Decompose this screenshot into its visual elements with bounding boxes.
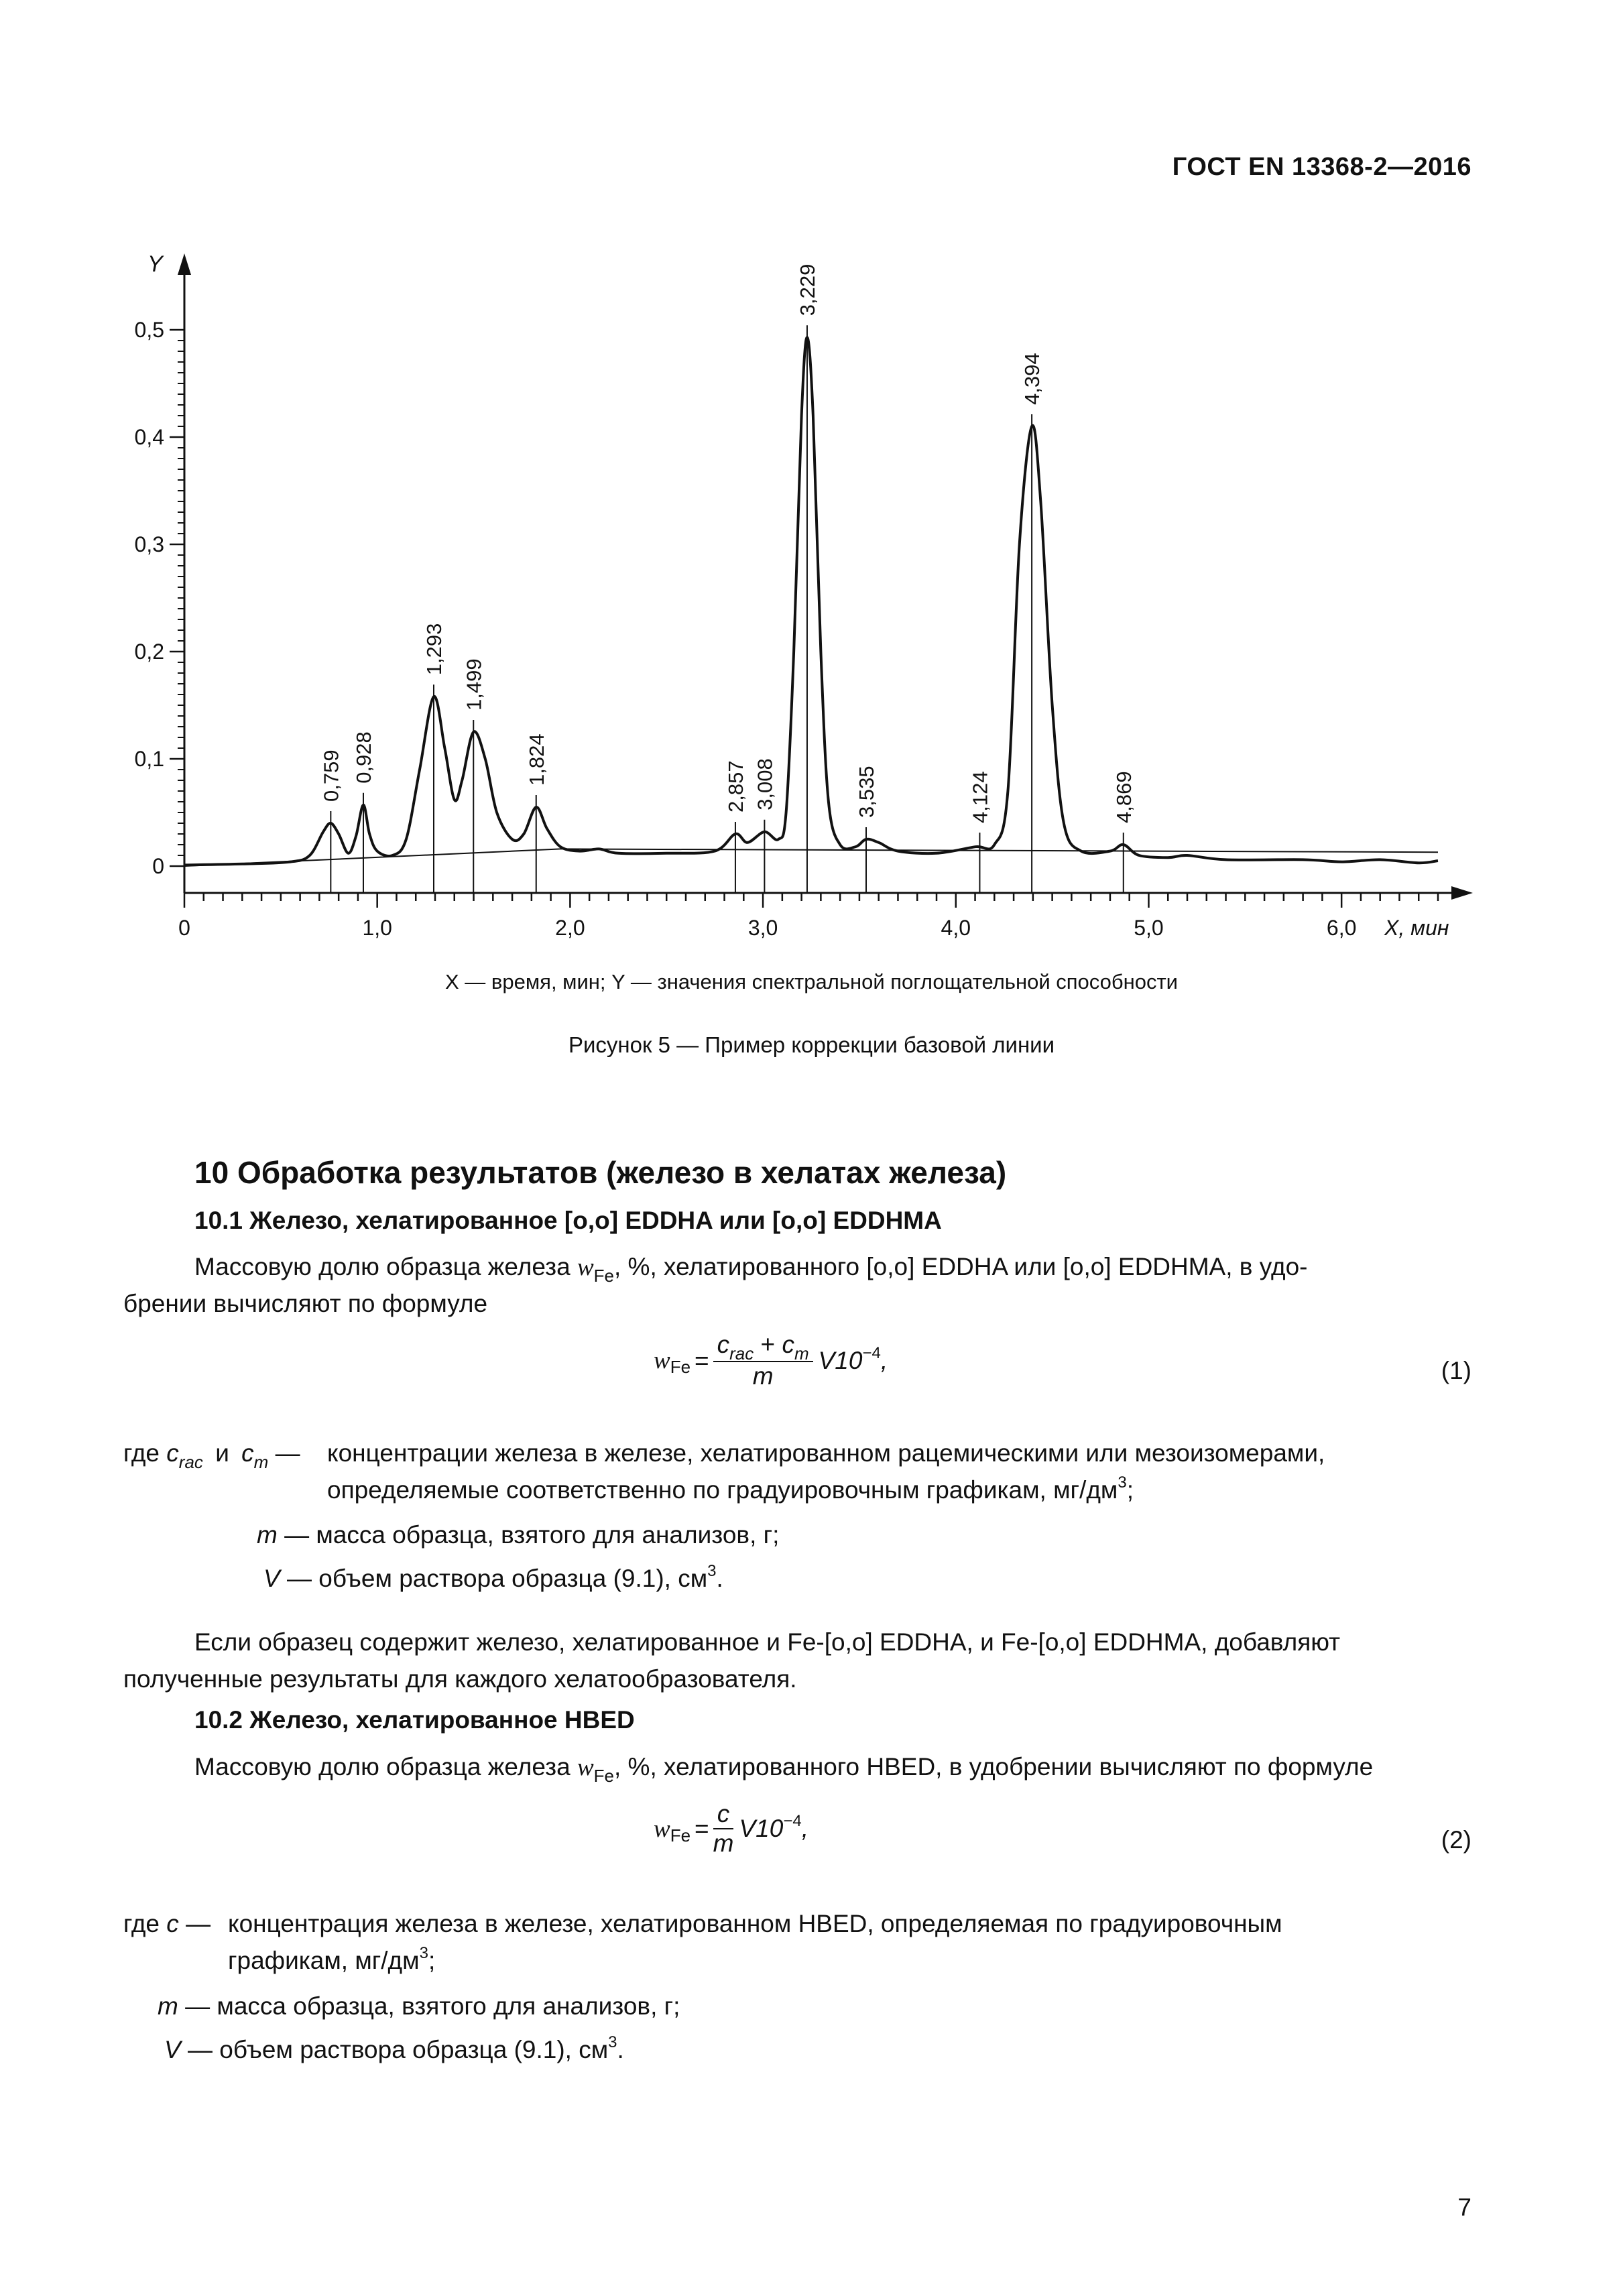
x-axis-arrow (1451, 886, 1473, 900)
peak-label: 1,293 (422, 623, 446, 676)
dash: — (187, 2036, 213, 2063)
def1-end: ; (1126, 1476, 1134, 1504)
where-word: где (123, 1910, 160, 1937)
def-c-line2: графикам, мг/дм (228, 1947, 420, 1974)
peak-label: 0,759 (319, 749, 343, 802)
def-m-text: масса образца, взятого для анализов, г; (316, 1521, 780, 1549)
sym-m: m (158, 1992, 178, 2020)
legend-text: X — время, мин; Y — значения спектральной поглощательной способности (445, 970, 1178, 993)
page-number: 7 (1457, 2193, 1471, 2221)
formula-1-fraction (713, 1331, 813, 1390)
peak-label: 0,928 (351, 731, 375, 784)
figure-caption: Рисунок 5 — Пример коррекции базовой линии (568, 1032, 1055, 1057)
para-text: Массовую долю образца железа (194, 1253, 570, 1280)
definition-c2-text2 (228, 1942, 435, 1982)
peak-label: 3,229 (795, 263, 819, 316)
definition-v (263, 1560, 723, 1600)
section-10-title: 10 Обработка результатов (железо в хелатах железа) (194, 1155, 1007, 1190)
para-text-rest: , %, хелатированного [o,o] EDDHA или [o,o] EDDHMA, в удо- (614, 1253, 1308, 1280)
y-tick-label: 0,4 (134, 425, 164, 449)
symbol-fe: Fe (593, 1266, 614, 1286)
num-m: m (794, 1343, 809, 1364)
formula-w: w (654, 1815, 670, 1843)
formula-exp: −4 (783, 1812, 802, 1830)
formula-comma: , (880, 1346, 888, 1374)
exp3: 3 (608, 2033, 617, 2051)
where-word: где (123, 1439, 160, 1467)
peak-label: 1,499 (462, 658, 486, 711)
y-tick-label: 0,1 (134, 747, 164, 771)
num-plus: + (754, 1331, 782, 1358)
x-tick-label: 0 (178, 916, 190, 940)
document-header: ГОСТ EN 13368-2—2016 (1172, 153, 1471, 181)
x-tick-label: 2,0 (555, 916, 585, 940)
section-10-1-title-text: 10.1 Железо, хелатированное [o,o] EDDHA или [o,o] EDDHMA (194, 1207, 942, 1234)
chart-legend (0, 970, 1623, 994)
def1-line2: определяемые соответственно по градуировочным графикам, мг/дм (327, 1476, 1118, 1504)
peak-label: 4,869 (1111, 771, 1136, 823)
para-start: Массовую долю образца железа (194, 1753, 570, 1780)
peak-label: 3,535 (854, 766, 878, 818)
y-tick-label: 0,2 (134, 640, 164, 664)
sym-c: c (166, 1910, 179, 1937)
dash: — (275, 1439, 300, 1467)
den-m: m (713, 1829, 734, 1857)
def-v-text: объем раствора образца (9.1), см (219, 2036, 609, 2063)
x-tick-label: 1,0 (362, 916, 392, 940)
y-axis-label: Y (147, 251, 163, 277)
section-10-2-title: 10.2 Железо, хелатированное HBED (194, 1706, 635, 1734)
def-c-end: ; (428, 1947, 436, 1974)
formula-tail: V10 (818, 1346, 863, 1374)
symbol-w: w (577, 1254, 594, 1281)
equation-number-1: (1) (1441, 1357, 1471, 1384)
peak-label: 1,824 (524, 733, 548, 786)
y-tick-label: 0,5 (134, 318, 164, 342)
formula-fe: Fe (670, 1825, 691, 1846)
definition-c-text2 (327, 1471, 1134, 1512)
definition-c: где $c_{rac}$ и $c_m$ — (123, 1439, 300, 1472)
section-10-1-title (194, 1207, 942, 1235)
num-rac: rac (729, 1343, 754, 1364)
section-10-1-after-line1: Если образец содержит железо, хелатированное и Fe-[o,o] EDDHA, и Fe-[o,o] EDDHMA, добавляют (194, 1628, 1341, 1656)
def-v-text: объем раствора образца (9.1), см (318, 1565, 708, 1592)
y-tick-label: 0,3 (134, 532, 164, 556)
dash: — (284, 1521, 310, 1549)
def-v-end: . (716, 1565, 723, 1592)
chromatogram-chart (0, 0, 1623, 965)
formula-2-fraction (713, 1800, 734, 1858)
num-c1: c (717, 1331, 730, 1358)
definition-c-text1: концентрации железа в железе, хелатированном рацемическими или мезоизомерами, (327, 1439, 1325, 1467)
sym-v: V (263, 1565, 280, 1592)
peak-label: 4,394 (1020, 353, 1044, 405)
symbol-fe: Fe (593, 1766, 614, 1786)
and-word: и (215, 1439, 229, 1467)
chromatogram-trace (184, 337, 1438, 865)
sym-m: m (257, 1521, 278, 1549)
baseline-line (560, 849, 1438, 852)
equation-number-2: (2) (1441, 1826, 1471, 1854)
section-10-1-paragraph (194, 1248, 1471, 1288)
def-m-text: масса образца, взятого для анализов, г; (217, 1992, 680, 2020)
y-axis-arrow (178, 253, 191, 275)
peak-label: 2,857 (723, 760, 747, 812)
def-v-end: . (617, 2036, 624, 2063)
para-rest: , %, хелатированного HBED, в удобрении вычисляют по формуле (614, 1753, 1374, 1780)
peak-label: 4,124 (968, 771, 992, 823)
num-c2: c (782, 1331, 794, 1358)
dash: — (286, 1565, 312, 1592)
x-axis-label: X, мин (1384, 916, 1449, 940)
definition-m2 (158, 1988, 680, 2025)
sym-v: V (164, 2036, 181, 2063)
x-tick-label: 4,0 (941, 916, 971, 940)
definition-c2-text1: концентрация железа в железе, хелатированном HBED, определяемая по градуировочным (228, 1910, 1282, 1937)
symbol-w: w (577, 1754, 594, 1781)
formula-exp: −4 (862, 1343, 881, 1362)
formula-comma: , (801, 1815, 808, 1842)
y-tick-label: 0 (152, 854, 164, 878)
definition-v2 (164, 2031, 624, 2071)
peak-label: 3,008 (753, 758, 777, 810)
x-tick-label: 6,0 (1326, 916, 1357, 940)
num-c: c (713, 1800, 734, 1829)
definition-c2 (123, 1905, 211, 1942)
exp3: 3 (419, 1944, 428, 1962)
x-tick-label: 3,0 (747, 916, 778, 940)
x-tick-label: 5,0 (1134, 916, 1164, 940)
dash: — (185, 1992, 211, 2020)
dash: — (186, 1910, 211, 1937)
formula-fe: Fe (670, 1357, 691, 1377)
exp3: 3 (707, 1562, 717, 1580)
definition-m (257, 1516, 779, 1553)
formula-w: w (654, 1347, 670, 1374)
exp3: 3 (1118, 1473, 1127, 1492)
formula-tail: V10 (739, 1815, 784, 1842)
section-10-2-paragraph (194, 1748, 1373, 1788)
section-10-1-after-line2: полученные результаты для каждого хелатообразователя. (123, 1665, 797, 1693)
formula-2: w Fe = $\frac{c}{m}$ $V10^{-4}$, (654, 1800, 808, 1857)
den-m: m (752, 1362, 774, 1390)
formula-1: w Fe = $\frac{c_{rac} + c_m}{m}$ $V10^{-4}$, (654, 1331, 888, 1390)
section-10-1-paragraph-line2: брении вычисляют по формуле (123, 1290, 488, 1317)
